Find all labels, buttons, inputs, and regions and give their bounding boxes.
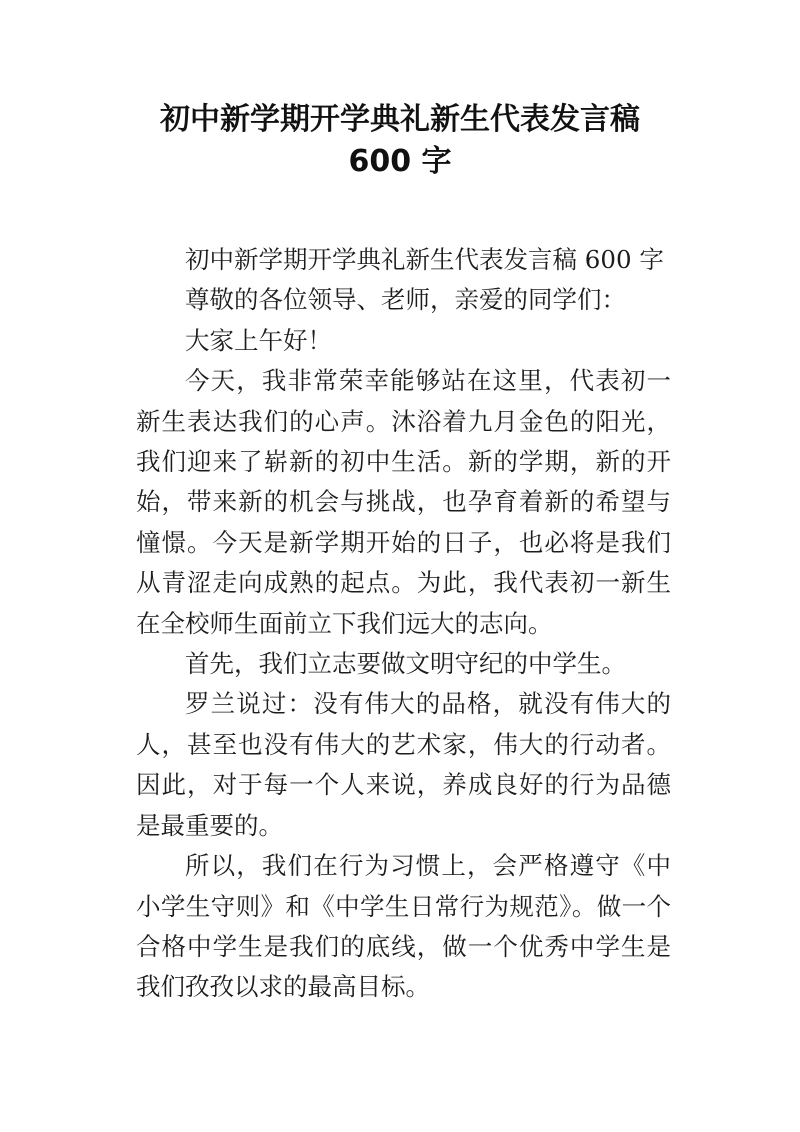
paragraph-greeting: 大家上午好！ bbox=[185, 325, 332, 355]
document-title-line2: 600 字 bbox=[348, 144, 452, 179]
paragraph-subtitle: 初中新学期开学典礼新生代表发言稿 600 字 bbox=[185, 245, 664, 274]
paragraph-conduct: 所以，我们在行为习惯上，会严格遵守《中小学生守则》和《中学生日常行为规范》。做一个合格中学生是我们的底线，做一个优秀中学生是我们孜孜以求的最高目标。 bbox=[136, 851, 671, 1002]
paragraph-salutation: 尊敬的各位领导、老师，亲爱的同学们： bbox=[185, 285, 626, 315]
paragraph-first-goal: 首先，我们立志要做文明守纪的中学生。 bbox=[185, 649, 626, 679]
paragraph-quote: 罗兰说过：没有伟大的品格，就没有伟大的人，甚至也没有伟大的艺术家，伟大的行动者。因此，对于每一个人来说，养成良好的行为品德是最重要的。 bbox=[136, 689, 671, 840]
document-body bbox=[136, 240, 671, 1008]
document-title-line1: 初中新学期开学典礼新生代表发言稿 bbox=[160, 102, 640, 137]
paragraph-intro: 今天，我非常荣幸能够站在这里，代表初一新生表达我们的心声。沐浴着九月金色的阳光，我们迎来了崭新的初中生活。新的学期，新的开始，带来新的机会与挑战，也孕育着新的希望与憧憬。今天是新学期开始的日子，也必将是我们从青涩走向成熟的起点。为此，我代表初一新生在全校师生面前立下我们远大的志向。 bbox=[136, 366, 671, 638]
